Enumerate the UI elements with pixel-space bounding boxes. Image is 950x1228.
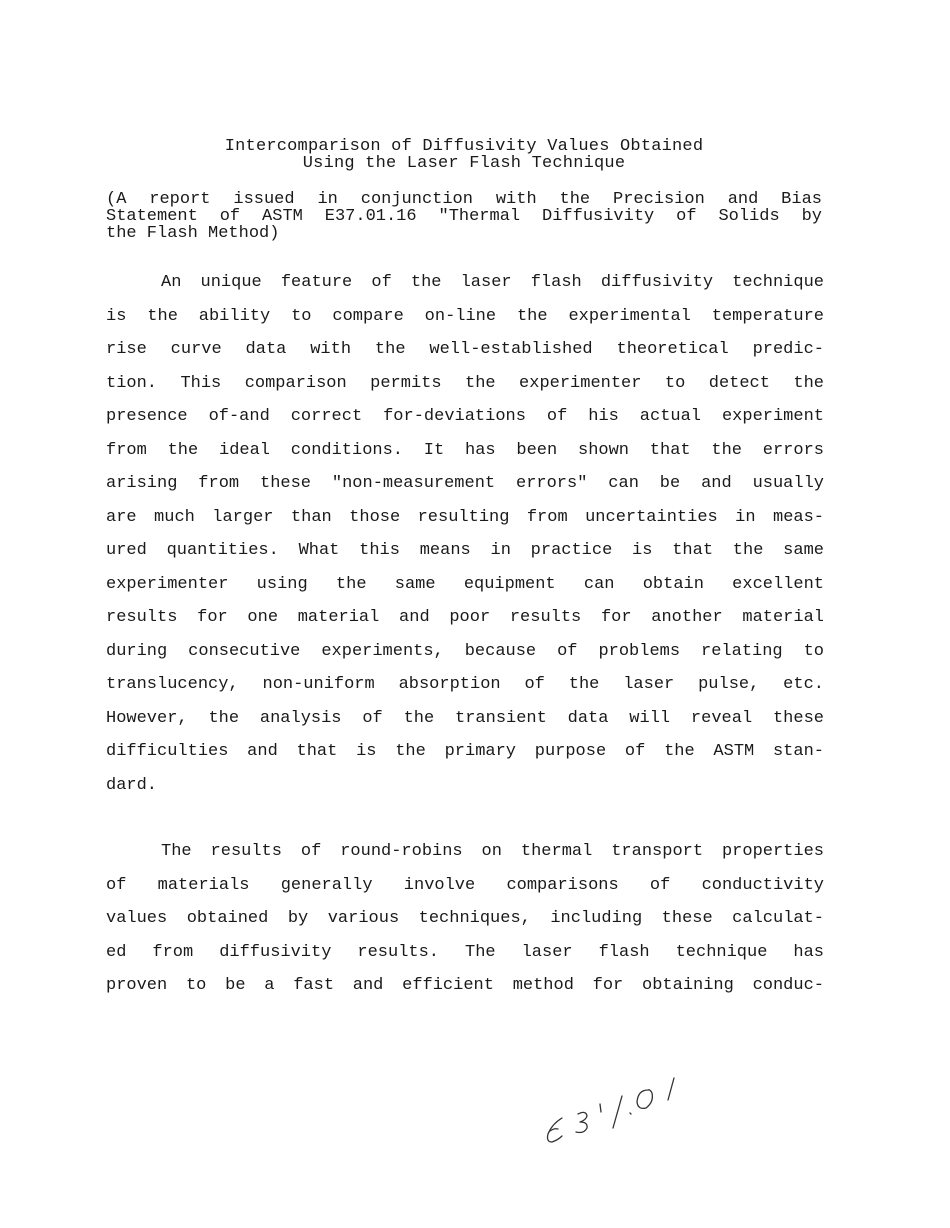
paragraph-line: experimenter using the same equipment can obtain excellent: [106, 574, 824, 594]
paragraph-line: from the ideal conditions. It has been shown that the errors: [106, 440, 824, 460]
paragraph-line: difficulties and that is the primary purpose of the ASTM stan-: [106, 742, 824, 761]
paragraph-line: An unique feature of the laser flash diffusivity technique: [161, 273, 824, 292]
title-line-1: Intercomparison of Diffusivity Values Obtained: [224, 137, 704, 156]
paragraph-line: ed from diffusivity results. The laser flash technique has: [106, 942, 824, 962]
handwritten-annotation-drawing: [540, 1058, 690, 1153]
paragraph-line: arising from these "non-measurement errors" can be and usually: [106, 474, 824, 493]
report-note: [106, 191, 822, 242]
paragraph-line: The results of round-robins on thermal transport properties: [161, 842, 824, 861]
report-note-line: (A report issued in conjunction with the Precision and Bias: [106, 190, 822, 209]
paragraph-line: rise curve data with the well-established theoretical predic-: [106, 340, 824, 359]
paragraph-line: dard.: [106, 775, 158, 795]
paragraph-line: proven to be a fast and efficient method for obtaining conduc-: [106, 976, 824, 995]
paragraph-line: values obtained by various techniques, including these calculat-: [106, 909, 824, 928]
paragraph-line: ured quantities. What this means in practice is that the same: [106, 541, 824, 560]
paragraph-line: during consecutive experiments, because of problems relating to: [106, 641, 824, 661]
paragraph-line: translucency, non-uniform absorption of the laser pulse, etc.: [106, 675, 824, 694]
body-paragraph-2: [106, 835, 824, 1003]
paragraph-line: is the ability to compare on-line the experimental temperature: [106, 306, 824, 326]
report-note-line: Statement of ASTM E37.01.16 "Thermal Diffusivity of Solids by: [106, 207, 822, 226]
paragraph-line: are much larger than those resulting from uncertainties in meas-: [106, 507, 824, 527]
paragraph-line: results for one material and poor results for another material: [106, 608, 824, 627]
paragraph-line: tion. This comparison permits the experimenter to detect the: [106, 373, 824, 393]
report-note-line: the Flash Method): [106, 224, 280, 243]
document-title: [106, 138, 822, 172]
body-paragraph-1: [106, 266, 824, 802]
paragraph-line: presence of-and correct for-deviations of his actual experiment: [106, 407, 824, 426]
paragraph-line: However, the analysis of the transient data will reveal these: [106, 708, 824, 728]
paragraph-line: of materials generally involve comparisons of conductivity: [106, 875, 824, 895]
handwritten-annotation: [540, 1058, 690, 1153]
title-line-2: Using the Laser Flash Technique: [302, 154, 626, 173]
